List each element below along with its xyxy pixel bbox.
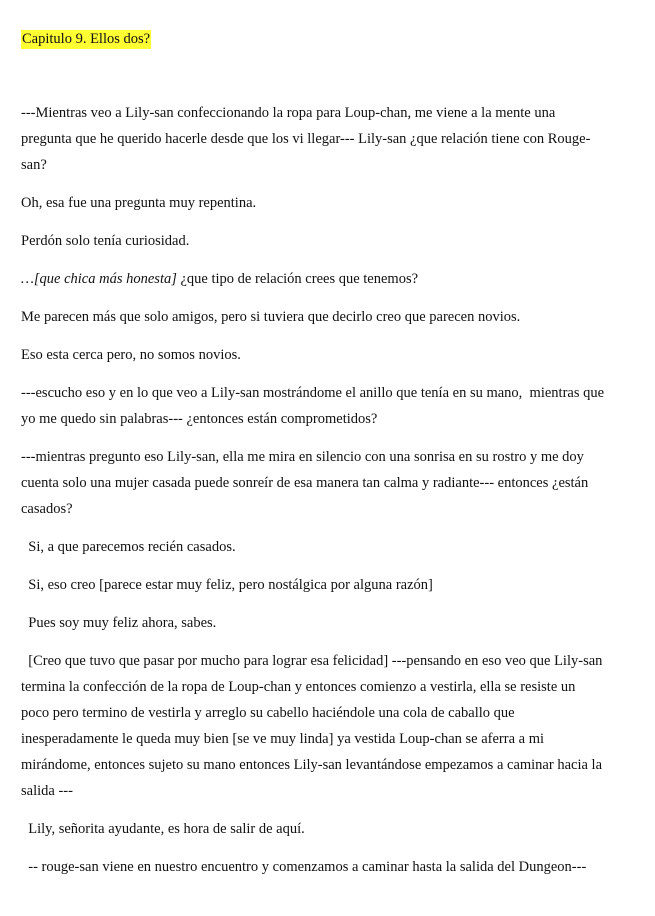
- paragraph-line: salida ---: [21, 783, 73, 799]
- paragraph-line: termina la confección de la ropa de Loup-chan y entonces comienzo a vestirla, ella se resiste un: [21, 679, 576, 695]
- italic-thought: …[que chica más honesta]: [21, 271, 177, 287]
- paragraph: [21, 444, 631, 522]
- paragraph-line: Lily, señorita ayudante, es hora de salir de aquí.: [21, 821, 305, 837]
- chapter-title: Capitulo 9. Ellos dos?: [22, 31, 151, 47]
- paragraph-line: [Creo que tuvo que pasar por mucho para lograr esa felicidad] ---pensando en eso veo que Lily-san: [21, 653, 603, 669]
- paragraph-line: Pues soy muy feliz ahora, sabes.: [21, 615, 217, 631]
- paragraph: [21, 342, 631, 368]
- paragraph-line: Oh, esa fue una pregunta muy repentina.: [21, 195, 257, 211]
- paragraph-line: inesperadamente le queda muy bien [se ve muy linda] ya vestida Loup-chan se aferra a mi: [21, 731, 544, 747]
- paragraph-line: Perdón solo tenía curiosidad.: [21, 233, 190, 249]
- paragraph-line: ---escucho eso y en lo que veo a Lily-san mostrándome el anillo que tenía en su mano, mientras que: [21, 385, 605, 401]
- paragraph-line: yo me quedo sin palabras--- ¿entonces están comprometidos?: [21, 411, 378, 427]
- paragraph: [21, 228, 631, 254]
- paragraph: [21, 854, 631, 880]
- paragraph-text: ¿que tipo de relación crees que tenemos?: [176, 271, 419, 287]
- paragraph-line: [21, 266, 631, 292]
- paragraph-line: pregunta que he querido hacerle desde que los vi llegar--- Lily-san ¿que relación tiene con Rouge-: [21, 131, 591, 147]
- paragraph: [21, 534, 631, 560]
- paragraph-line: Me parecen más que solo amigos, pero si tuviera que decirlo creo que parecen novios.: [21, 309, 521, 325]
- paragraph: [21, 266, 631, 292]
- paragraph: [21, 380, 631, 432]
- paragraph-line: casados?: [21, 501, 73, 517]
- paragraph-line: Si, a que parecemos recién casados.: [21, 539, 236, 555]
- paragraph-line: san?: [21, 157, 47, 173]
- paragraph-line: ---mientras pregunto eso Lily-san, ella me mira en silencio con una sonrisa en su rostro y me doy: [21, 449, 584, 465]
- paragraph-line: poco pero termino de vestirla y arreglo su cabello haciéndole una cola de caballo que: [21, 705, 515, 721]
- paragraph-line: cuenta solo una mujer casada puede sonreír de esa manera tan calma y radiante--- entonces ¿están: [21, 475, 589, 491]
- paragraph-line: Eso esta cerca pero, no somos novios.: [21, 347, 241, 363]
- paragraph: [21, 648, 631, 804]
- paragraph: [21, 100, 631, 178]
- paragraph-line: mirándome, entonces sujeto su mano entonces Lily-san levantándose empezamos a caminar hacia la: [21, 757, 602, 773]
- paragraph: [21, 572, 631, 598]
- paragraph-line: -- rouge-san viene en nuestro encuentro y comenzamos a caminar hasta la salida del Dungeon---: [21, 859, 587, 875]
- paragraph: [21, 304, 631, 330]
- paragraph: [21, 816, 631, 842]
- paragraph-line: Si, eso creo [parece estar muy feliz, pero nostálgica por alguna razón]: [21, 577, 433, 593]
- document-page: [21, 30, 631, 880]
- paragraph: [21, 610, 631, 636]
- paragraph-line: ---Mientras veo a Lily-san confeccionando la ropa para Loup-chan, me viene a la mente una: [21, 105, 556, 121]
- paragraph: [21, 190, 631, 216]
